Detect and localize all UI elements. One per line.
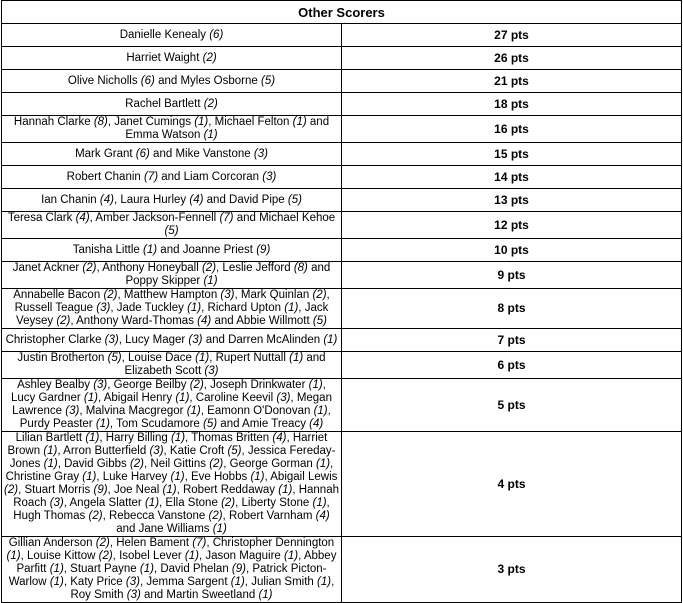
player-name: Tanisha Little [72,243,140,256]
goal-count: (1) [170,471,185,483]
table-row [2,93,682,116]
points-cell: 18 pts [342,93,682,116]
player-name: Danielle Kenealy [119,28,207,41]
player-name: Neil Gittins [150,458,206,470]
scorer-names-cell: Justin Brotherton (5), Louise Dace (1), Rupert Nuttall (1) and Elizabeth Scott (3) [2,352,342,379]
player-name: Helen Bament [116,537,190,549]
and-conjunction: and [306,352,326,364]
goal-count: (1) [292,116,307,128]
goal-count: (3) [125,576,140,588]
player-name: Harriet Brown [7,432,328,457]
player-name: Purdy Peaster [19,418,93,430]
goal-count: (5) [227,445,242,457]
goal-count: (5) [261,74,276,87]
player-name: Jack Veysey [16,302,329,327]
player-name: Luke Harvey [102,471,168,483]
goal-count: (1) [323,333,338,346]
table-row [2,379,682,432]
goal-count: (3) [253,147,268,160]
player-name: Poppy Skipper [125,275,201,287]
player-name: Justin Brotherton [17,352,105,364]
player-name: Hannah Clarke [13,116,91,128]
goal-count: (4) [272,432,287,444]
and-conjunction: and [116,523,136,535]
player-name: Emma Watson [125,129,201,141]
player-name: Arron Butterfield [63,445,147,457]
player-name: Amber Jackson-Fennell [95,212,217,224]
points-cell: 8 pts [342,289,682,329]
scorer-names-cell [2,93,342,116]
player-name: Louise Kittow [27,550,96,562]
player-name: Liberty Stone [241,497,310,509]
player-name: Janet Ackner [12,262,80,274]
goal-count: (2) [189,379,204,391]
goal-count: (1) [308,379,323,391]
goal-count: (1) [194,116,209,128]
goal-count: (1) [187,302,202,314]
points-cell: 6 pts [342,352,682,379]
table-row [2,329,682,352]
goal-count: (2) [88,510,103,522]
points-cell: 27 pts [342,24,682,47]
goal-count: (1) [230,576,245,588]
table-row [2,47,682,70]
scorer-names-cell: Annabelle Bacon (2), Matthew Hampton (3), Mark Quinlan (2), Russell Teague (3), Jade Tuckley (1), Richard Upton (1), Jack Veysey (2), Anthony Ward-Thomas (4) and Abbie Willmott (5) [2,289,342,329]
points-cell: 14 pts [342,166,682,189]
player-name: Rupert Nuttall [215,352,286,364]
goal-count: (3) [65,405,80,417]
scorer-names-cell: Gillian Anderson (2), Helen Bament (7), Christopher Dennington (1), Louise Kittow (2), Isobel Lever (1), Jason Maguire (1), Abbey Parfitt (1), Stuart Payne (1), David Phelan (9), Patrick Picton-Warlow (1), Katy Price (3), Jemma Sargent (1), Julian Smith (1), Roy Smith (3) and Martin Sweetland (1) [2,537,342,603]
goal-count: (3) [104,333,119,346]
goal-count: (1) [162,484,177,496]
points-cell: 9 pts [342,262,682,289]
scorer-names-cell [2,143,342,166]
player-name: Eve Hobbs [190,471,248,483]
table-row [2,289,682,329]
and-conjunction: and [158,74,178,87]
player-name: Ashley Bealby [17,379,90,391]
goal-count: (3) [149,445,164,457]
player-name: Louise Dace [128,352,192,364]
scorer-names-cell [2,166,342,189]
player-name: Robert Chanin [66,170,141,183]
goal-count: (1) [250,471,265,483]
player-name: Michael Kehoe [259,212,336,224]
goal-count: (1) [284,302,299,314]
table-row [2,116,682,143]
goal-count: (1) [203,129,218,141]
and-conjunction: and [144,589,164,601]
goal-count: (1) [289,352,304,364]
points-cell: 16 pts [342,116,682,143]
player-name: Abigail Lewis [270,471,338,483]
table-row [2,212,682,239]
goal-count: (3) [276,392,291,404]
goal-count: (3) [204,365,219,377]
player-name: Darren McAlinden [228,333,321,346]
player-name: Annabelle Bacon [13,289,101,301]
player-name: Abbey Parfitt [16,550,337,575]
goal-count: (1) [82,471,97,483]
goal-count: (3) [93,379,108,391]
goal-count: (1) [195,352,210,364]
player-name: Lucy Mager [125,333,186,346]
goal-count: (5) [107,352,122,364]
player-name: Caroline Keevil [195,392,274,404]
goal-count: (4) [315,510,330,522]
points-cell: 3 pts [342,537,682,603]
player-name: George Gorman [229,458,313,470]
scorer-names-cell: Janet Ackner (2), Anthony Honeyball (2), Leslie Jefford (8) and Poppy Skipper (1) [2,262,342,289]
goal-count: (1) [317,576,332,588]
points-cell: 12 pts [342,212,682,239]
player-name: Stuart Morris [24,484,91,496]
player-name: Jessica Fereday-Jones [9,445,336,470]
goal-count: (1) [143,243,158,256]
goal-count: (6) [140,74,155,87]
player-name: Olive Nicholls [67,74,138,87]
player-name: Hannah Roach [13,484,339,509]
goal-count: (3) [188,333,203,346]
player-name: Joanne Priest [182,243,254,256]
player-name: Abbie Willmott [236,315,310,327]
player-name: Richard Upton [207,302,282,314]
player-name: Malvina Macgregor [85,405,184,417]
scorer-names-cell: Teresa Clark (4), Amber Jackson-Fennell (7) and Michael Kehoe (5) [2,212,342,239]
goal-count: (1) [212,523,227,535]
goal-count: (1) [144,497,160,509]
goal-count: (5) [287,193,302,206]
player-name: Thomas Britten [191,432,270,444]
table-row [2,143,682,166]
player-name: Katy Price [70,576,123,588]
table-row [2,166,682,189]
goal-count: (1) [278,484,293,496]
goal-count: (5) [312,315,327,327]
player-name: David Gibbs [64,458,127,470]
goal-count: (2) [56,315,71,327]
goal-count: (1) [312,497,327,509]
player-name: Russell Teague [14,302,94,314]
goal-count: (1) [170,432,186,444]
player-name: Katie Croft [169,445,225,457]
player-name: Martin Sweetland [166,589,256,601]
player-name: Joseph Drinkwater [210,379,306,391]
player-name: Mark Grant [75,147,133,160]
player-name: Patrick Picton-Warlow [8,563,327,588]
and-conjunction: and [153,147,173,160]
scorer-names-cell: Christopher Clarke (3), Lucy Mager (3) and Darren McAlinden (1) [2,329,342,352]
player-name: Michael Felton [214,116,290,128]
scorer-names-cell [2,239,342,262]
player-name: Tom Scudamore [116,418,200,430]
goal-count: (1) [43,458,58,470]
player-name: Stuart Payne [70,563,137,575]
goal-count: (3) [126,589,141,601]
table-body [2,24,682,603]
player-name: Laura Hurley [120,193,187,206]
goal-count: (1) [83,392,98,404]
goal-count: (5) [164,225,179,237]
table-row [2,189,682,212]
player-name: Eamonn O'Donovan [207,405,311,417]
table-row [2,24,682,47]
table-title: Other Scorers [2,1,682,24]
player-name: Rachel Bartlett [125,97,201,110]
and-conjunction: and [214,315,234,327]
table-row [2,432,682,537]
player-name: Megan Lawrence [12,392,332,417]
player-name: Harriet Waight [126,51,200,64]
player-name: Lucy Gardner [11,392,81,404]
and-conjunction: and [206,193,226,206]
player-name: Robert Varnham [228,510,313,522]
goal-count: (2) [129,458,144,470]
player-name: Christine Gray [5,471,80,483]
goal-count: (9) [93,484,108,496]
goal-count: (2) [208,510,223,522]
goal-count: (4) [189,193,204,206]
goal-count: (7) [144,170,159,183]
player-name: Ella Stone [165,497,218,509]
player-name: Harry Billing [105,432,168,444]
scorer-names-cell [2,24,342,47]
player-name: Hugh Thomas [13,510,86,522]
goal-count: (1) [139,563,154,575]
goal-count: (1) [203,275,218,287]
goal-count: (1) [313,405,328,417]
player-name: David Phelan [160,563,229,575]
goal-count: (2) [82,262,97,274]
goal-count: (1) [186,405,201,417]
goal-count: (2) [103,289,118,301]
goal-count: (1) [175,392,190,404]
goal-count: (7) [192,537,207,549]
player-name: Jason Maguire [205,550,281,562]
player-name: Isobel Lever [119,550,182,562]
goal-count: (7) [219,212,234,224]
player-name: Ian Chanin [41,193,97,206]
goal-count: (2) [95,537,110,549]
goal-count: (5) [203,418,218,430]
points-cell: 21 pts [342,70,682,93]
goal-count: (2) [312,289,327,301]
goal-count: (1) [49,563,64,575]
and-conjunction: and [309,116,330,128]
and-conjunction: and [220,418,240,430]
goal-count: (1) [43,445,58,457]
player-name: Christopher Clarke [5,333,102,346]
goal-count: (2) [203,97,218,110]
player-name: Joe Neal [113,484,160,496]
goal-count: (2) [4,484,19,496]
player-name: Rebecca Vanstone [108,510,206,522]
scorer-names-cell: Lilian Bartlett (1), Harry Billing (1), Thomas Britten (4), Harriet Brown (1), Arron Butterfield (3), Katie Croft (5), Jessica Fereday-Jones (1), David Gibbs (2), Neil Gittins (2), George Gorman (1), Christine Gray (1), Luke Harvey (1), Eve Hobbs (1), Abigail Lewis (2), Stuart Morris (9), Joe Neal (1), Robert Reddaway (1), Hannah Roach (3), Angela Slatter (1), Ella Stone (2), Liberty Stone (1), Hugh Thomas (2), Rebecca Vanstone (2), Robert Varnham (4) and Jane Williams (1) [2,432,342,537]
player-name: Amie Treacy [242,418,306,430]
goal-count: (2) [221,497,236,509]
goal-count: (4) [197,315,212,327]
player-name: Gillian Anderson [8,537,93,549]
goal-count: (9) [256,243,271,256]
goal-count: (6) [135,147,150,160]
scorers-table [1,0,682,603]
table-row [2,537,682,603]
goal-count: (1) [95,418,110,430]
player-name: Lilian Bartlett [15,432,83,444]
player-name: Teresa Clark [7,212,73,224]
player-name: Myles Osborne [180,74,258,87]
player-name: Anthony Ward-Thomas [76,315,194,327]
goal-count: (6) [209,28,224,41]
player-name: Janet Cumings [114,116,191,128]
scorer-names-cell [2,70,342,93]
goal-count: (4) [99,193,114,206]
scorer-names-cell: Hannah Clarke (8), Janet Cumings (1), Michael Felton (1) and Emma Watson (1) [2,116,342,143]
player-name: George Beilby [113,379,187,391]
player-name: David Pipe [229,193,285,206]
player-name: Robert Reddaway [182,484,276,496]
player-name: Mark Quinlan [240,289,310,301]
scorer-names-cell: Ian Chanin (4), Laura Hurley (4) and David Pipe (5) [2,189,342,212]
player-name: Leslie Jefford [222,262,291,274]
player-name: Jade Tuckley [116,302,184,314]
goal-count: (4) [75,212,90,224]
goal-count: (2) [202,51,217,64]
goal-count: (1) [184,550,199,562]
goal-count: (3) [96,302,111,314]
goal-count: (1) [6,550,21,562]
table-row [2,352,682,379]
points-cell: 15 pts [342,143,682,166]
player-name: Liam Corcoran [183,170,260,183]
player-name: Jane Williams [138,523,210,535]
goal-count: (1) [49,576,64,588]
points-cell: 13 pts [342,189,682,212]
goal-count: (4) [309,418,324,430]
player-name: Angela Slatter [69,497,142,509]
and-conjunction: and [236,212,256,224]
points-cell: 26 pts [342,47,682,70]
table-row [2,70,682,93]
player-name: Jemma Sargent [146,576,228,588]
table-row [2,262,682,289]
header-row [2,1,682,24]
table-row [2,239,682,262]
and-conjunction: and [161,170,181,183]
player-name: Mike Vanstone [175,147,251,160]
goal-count: (1) [85,432,100,444]
goal-count: (3) [262,170,277,183]
goal-count: (2) [201,262,217,274]
goal-count: (1) [315,458,331,470]
scorer-names-cell: Ashley Bealby (3), George Beilby (2), Joseph Drinkwater (1), Lucy Gardner (1), Abigail Henry (1), Caroline Keevil (3), Megan Lawrence (3), Malvina Macgregor (1), Eamonn O'Donovan (1), Purdy Peaster (1), Tom Scudamore (5) and Amie Treacy (4) [2,379,342,432]
goal-count: (3) [220,289,235,301]
player-name: Matthew Hampton [123,289,218,301]
goal-count: (2) [209,458,224,470]
goal-count: (1) [284,550,299,562]
points-cell: 4 pts [342,432,682,537]
and-conjunction: and [205,333,225,346]
points-cell: 10 pts [342,239,682,262]
player-name: Roy Smith [70,589,124,601]
goal-count: (9) [231,563,246,575]
player-name: Abigail Henry [103,392,173,404]
goal-count: (2) [98,550,113,562]
player-name: Anthony Honeyball [102,262,199,274]
goal-count: (3) [49,497,64,509]
goal-count: (8) [93,116,108,128]
points-cell: 5 pts [342,379,682,432]
and-conjunction: and [311,262,331,274]
player-name: Christopher Dennington [212,537,335,549]
goal-count: (1) [258,589,273,601]
scorer-names-cell [2,47,342,70]
player-name: Elizabeth Scott [124,365,202,377]
goal-count: (8) [293,262,308,274]
and-conjunction: and [160,243,180,256]
player-name: Julian Smith [251,576,314,588]
points-cell: 7 pts [342,329,682,352]
